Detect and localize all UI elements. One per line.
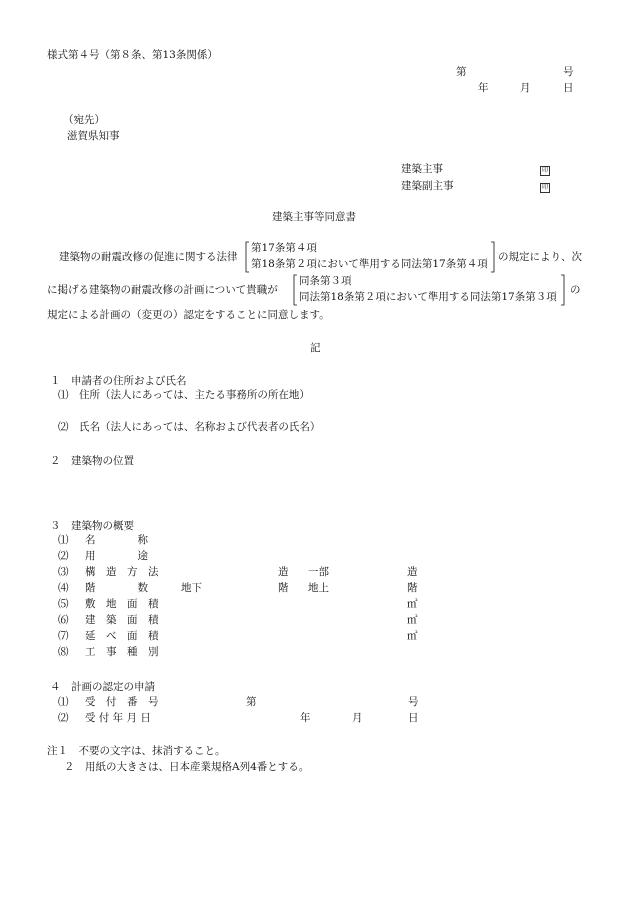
- item-label: 受 付 年 月 日: [85, 712, 151, 724]
- section1-heading: １ 申請者の住所および氏名: [50, 375, 187, 387]
- floors-kai-1: 階: [278, 582, 289, 594]
- item-label: 受 付 番 号: [85, 696, 159, 708]
- item-label: 構 造 方 法: [85, 566, 159, 578]
- addressee-label: （宛先）: [63, 114, 105, 126]
- item-number: ⑹: [58, 614, 69, 626]
- item-label: 敷 地 面 積: [85, 598, 159, 610]
- item-number: ⑴: [58, 534, 69, 546]
- unit-sqm: ㎡: [407, 614, 418, 626]
- doc-number-suffix: 号: [563, 66, 574, 78]
- seal-mark: 印: [541, 167, 548, 174]
- note-2: ２ 用紙の大きさは、日本産業規格A列4番とする。: [64, 761, 310, 773]
- item-number: ⑵: [58, 712, 69, 724]
- body-line2-option2: 同法第18条第２項において準用する同法第17条第３項: [299, 291, 557, 303]
- floors-kai-2: 階: [407, 582, 418, 594]
- receipt-number-suffix: 号: [408, 696, 419, 708]
- structure-ichibu: 一部: [308, 566, 329, 578]
- receipt-date-day: 日: [408, 712, 419, 724]
- item-number: ⑷: [58, 582, 69, 594]
- item-number: ⑵: [58, 550, 69, 562]
- bracket-right: [560, 274, 565, 306]
- item-number: ⑸: [58, 598, 69, 610]
- ki-heading: 記: [310, 342, 321, 354]
- section3-heading: ３ 建築物の概要: [50, 520, 134, 532]
- document-title: 建築主事等同意書: [272, 211, 356, 223]
- body-line1-left: 建築物の耐震改修の促進に関する法律: [59, 251, 238, 263]
- section4-heading: ４ 計画の認定の申請: [50, 681, 155, 693]
- form-number: 様式第４号（第８条、第13条関係）: [47, 49, 218, 61]
- body-line2-left: に掲げる建築物の耐震改修の計画について貴職が: [47, 284, 278, 296]
- item-label: 工 事 種 別: [85, 646, 159, 658]
- body-line1-right: の規定により、次: [498, 251, 582, 263]
- floors-chijo: 地上: [308, 582, 329, 594]
- date-month: 月: [520, 82, 531, 94]
- item-number: ⑻: [58, 646, 69, 658]
- receipt-number-prefix: 第: [246, 696, 257, 708]
- section1-item-address: ⑴ 住所（法人にあっては、主たる事務所の所在地）: [58, 389, 310, 401]
- official-title: 建築副主事: [401, 180, 454, 192]
- section2-heading: ２ 建築物の位置: [50, 455, 134, 467]
- item-label: 用 途: [85, 550, 148, 562]
- seal-mark: 印: [541, 184, 548, 191]
- bracket-left: [245, 241, 250, 273]
- item-number: ⑴: [58, 696, 69, 708]
- note-1: 注１ 不要の文字は、抹消すること。: [47, 745, 226, 757]
- unit-sqm: ㎡: [407, 630, 418, 642]
- official-title: 建築主事: [401, 163, 443, 175]
- bracket-right: [490, 241, 495, 273]
- body-line2-option1: 同条第３項: [299, 275, 352, 287]
- date-year: 年: [478, 82, 489, 94]
- receipt-date-year: 年: [300, 712, 311, 724]
- item-label: 延 べ 面 積: [85, 630, 159, 642]
- item-label: 名 称: [85, 534, 148, 546]
- body-line2-right: の: [570, 284, 581, 296]
- item-label: 建 築 面 積: [85, 614, 159, 626]
- addressee-name: 滋賀県知事: [67, 130, 120, 142]
- item-number: ⑶: [58, 566, 69, 578]
- body-line1-option1: 第17条第４項: [251, 242, 317, 254]
- item-number: ⑺: [58, 630, 69, 642]
- item-label: 階 数: [85, 582, 148, 594]
- structure-zou-2: 造: [407, 566, 418, 578]
- receipt-date-month: 月: [352, 712, 363, 724]
- date-day: 日: [563, 82, 574, 94]
- body-line1-option2: 第18条第２項において準用する同法第17条第４項: [251, 258, 488, 270]
- body-line3: 規定による計画の（変更の）認定をすることに同意します。: [47, 309, 330, 321]
- unit-sqm: ㎡: [407, 598, 418, 610]
- structure-zou-1: 造: [278, 566, 289, 578]
- floors-chika: 地下: [181, 582, 202, 594]
- section1-item-name: ⑵ 氏名（法人にあっては、名称および代表者の氏名）: [58, 421, 321, 433]
- bracket-left: [293, 274, 298, 306]
- doc-number-prefix: 第: [456, 66, 467, 78]
